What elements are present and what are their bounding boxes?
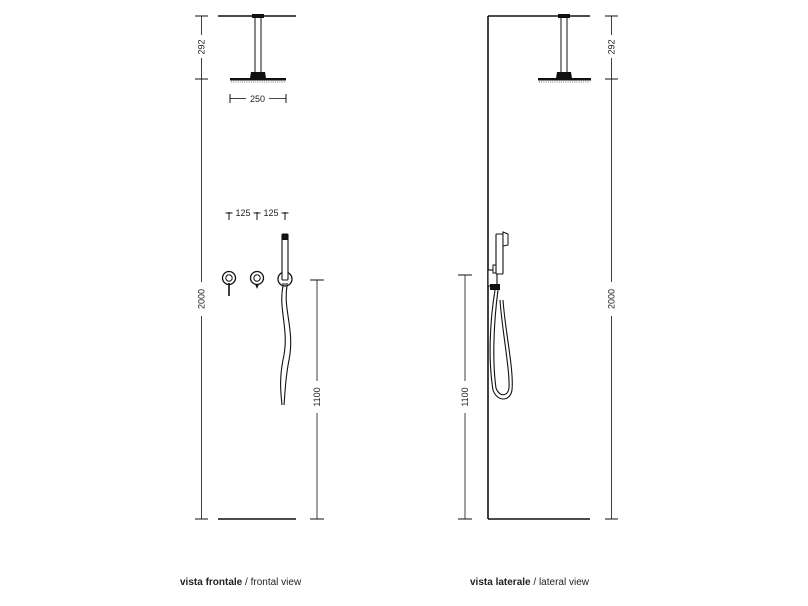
dim-label-292: 292: [196, 39, 207, 55]
dim-label-2000: 2000: [196, 288, 207, 310]
frontal-shower-head: [230, 14, 286, 82]
lateral-hand-shower: [488, 232, 512, 399]
frontal-total-height-dim: [195, 79, 208, 519]
frontal-caption-separator: /: [242, 577, 251, 588]
dim-label-125-right: 125: [263, 208, 279, 218]
dim-label-2000-lateral: 2000: [606, 288, 617, 310]
frontal-head-drop-dim: [195, 16, 208, 79]
dim-label-1100: 1100: [312, 387, 322, 407]
frontal-caption-light: frontal view: [250, 577, 302, 588]
frontal-spacing-dim: [226, 208, 289, 220]
lateral-view-caption: [470, 577, 589, 588]
diverter-valve-2: [251, 272, 264, 290]
dim-label-250: 250: [249, 94, 266, 104]
lateral-head-drop-dim: [605, 16, 618, 79]
frontal-head-diameter-dim: [230, 94, 286, 104]
dim-label-1100-lateral: 1100: [460, 387, 470, 407]
frontal-hand-shower: [278, 234, 292, 405]
frontal-handset-height-dim: [310, 280, 324, 519]
frontal-view-caption: [180, 577, 301, 588]
lateral-handset-height-dim: [458, 275, 472, 519]
lateral-caption-separator: /: [530, 577, 539, 588]
mixer-valve-1: [223, 272, 236, 297]
frontal-view: [195, 14, 324, 519]
dim-label-292-lateral: 292: [606, 39, 617, 55]
lateral-total-height-dim: [605, 79, 618, 519]
lateral-view: [458, 14, 618, 519]
lateral-caption-bold: vista laterale: [470, 577, 531, 588]
dim-label-125-left: 125: [235, 208, 251, 218]
frontal-caption-bold: vista frontale: [180, 577, 243, 588]
lateral-caption-light: lateral view: [538, 577, 589, 588]
lateral-shower-head: [538, 14, 591, 82]
